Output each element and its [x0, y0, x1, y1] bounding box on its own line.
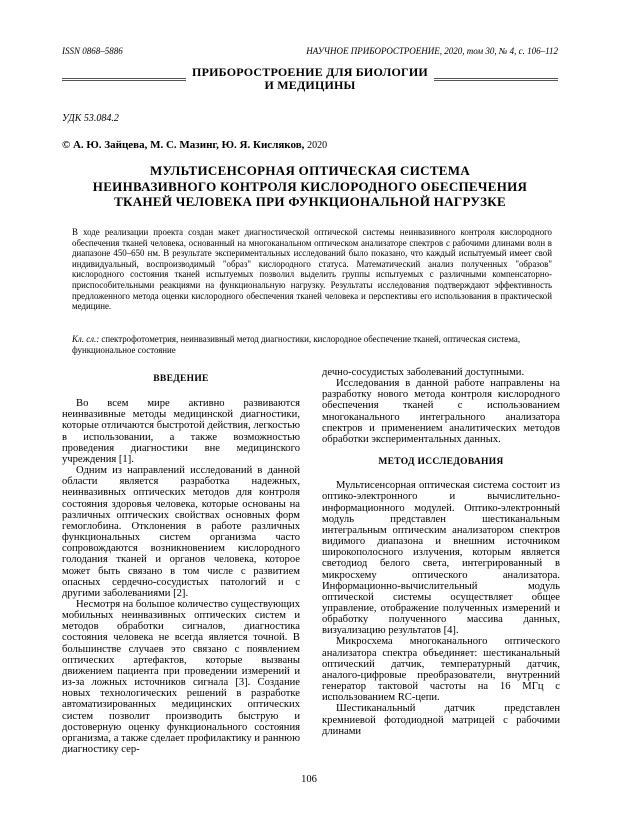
journal-issn: ISSN 0868–5886	[62, 46, 123, 56]
copyright-year: 2020	[307, 140, 328, 151]
method-paragraph-2: Микросхема многоканального оптического анализатора спектра объединяет: шестиканальный оптический датчик, температурный датчик, аналого-цифровые преобразователи, внутренний генератор тактовой частоты на 16 МГц с использованием RC-цепи.	[322, 636, 560, 704]
page-number: 106	[301, 774, 317, 785]
section-title	[186, 66, 434, 92]
section-title-line1: ПРИБОРОСТРОЕНИЕ ДЛЯ БИОЛОГИИ	[192, 65, 428, 79]
journal-citation: НАУЧНОЕ ПРИБОРОСТРОЕНИЕ, 2020, том 30, № 4, c. 106–112	[306, 46, 558, 56]
paper-title	[62, 163, 558, 210]
authors-line	[62, 139, 327, 151]
keywords	[72, 334, 552, 355]
intro-heading: ВВЕДЕНИЕ	[153, 374, 209, 384]
author-names: А. Ю. Зайцева, М. С. Мазинг, Ю. Я. Кисляков,	[72, 139, 305, 151]
section-heading	[62, 66, 558, 92]
intro-paragraph-3: Несмотря на большое количество существующих мобильных неинвазивных оптических систем и методов обработки сигналов, диагностика состояния человека не всегда является точной. В большинстве случаев это связано с появлением оптических артефактов, которые вызваны движением пациента при проведении измерений и из-за ложных источников сигнала [3]. Создание новых технологических решений в разработке автоматизированных медицинских оптических систем позволит производить быструю и достоверную оценку функционального состояния организма, а также сделает профилактику и раннюю диагностику сер-	[62, 598, 300, 755]
paper-title-line1: МУЛЬТИСЕНСОРНАЯ ОПТИЧЕСКАЯ СИСТЕМА	[149, 163, 471, 178]
intro-paragraph-1: Во всем мире активно развиваются неинвазивные методы медицинской диагностики, которые отличаются быстротой действия, легкостью в использовании, а также возможностью проведения диагностики вне медицинского учреждения [1].	[62, 398, 300, 465]
method-paragraph-3: Шестиканальный датчик представлен кремниевой фотодиодной матрицей с рабочими длинами	[322, 703, 560, 737]
method-paragraph-1: Мультисенсорная оптическая система состоит из оптико-электронного и вычислительно-информационного модулей. Оптико-электронный модуль представлен шестиканальным интегральным оптическим анализатором спектров видимого диапазона и внешним источником широкополосного излучения, которым является светодиод белого света, интегрированный в микросхему оптического анализатора. Информационно-вычислительный модуль оптической системы осуществляет общее управление, отображение полученных измерений и обработку полученного массива данных, визуализацию результатов [4].	[322, 480, 560, 637]
column-left	[62, 374, 300, 755]
keywords-text: спектрофотометрия, неинвазивный метод диагностики, кислородное обеспечение тканей, оптическая система, функциональное состояние	[72, 334, 521, 355]
section-rule-left	[62, 78, 186, 81]
method-heading: МЕТОД ИССЛЕДОВАНИЯ	[378, 457, 504, 468]
intro-paragraph-4: Исследования в данной работе направлены на разработку нового метода контроля кислородного обеспечения тканей с использованием многоканального интегрального анализатора спектров и применением аналитических методов обработки экспериментальных данных.	[322, 378, 560, 445]
abstract: В ходе реализации проекта создан макет диагностической оптической системы неинвазивного контроля кислородного обеспечения тканей человека, основанный на многоканальном оптическом анализаторе спектров с рабочими длинами волн в диапазоне 450–650 нм. В результате экспериментальных исследований было показано, что каждый испытуемый имеет свой индивидуальный, воспроизводимый "образ" кислородного статуса. Математический анализ полученных "образов" кислородного состояния тканей испытуемых позволил выделить группы испытуемых с различными компенсаторно-приспособительными реакциями на функциональную нагрузку. Результаты исследования подтверждают эффективность предложенного метода оценки кислородного обеспечения тканей человека и перспективы его использования в практической медицине.	[72, 227, 552, 312]
paper-title-line2: НЕИНВАЗИВНОГО КОНТРОЛЯ КИСЛОРОДНОГО ОБЕСПЕЧЕНИЯ	[92, 178, 528, 194]
udk-code: УДК 53.084.2	[62, 113, 119, 124]
intro-paragraph-3-continued: дечно-сосудистых заболеваний доступными.	[322, 367, 525, 378]
paper-title-line3: ТКАНЕЙ ЧЕЛОВЕКА ПРИ ФУНКЦИОНАЛЬНОЙ НАГРУЗКЕ	[114, 194, 506, 209]
intro-paragraph-2: Одним из направлений исследований в данной области является разработка надежных, неинвазивных оптических методов для контроля состояния здоровья человека, которые основаны на различных оптических свойствах основных форм гемоглобина. Отклонения в работе различных функциональных систем организма часто сопровождаются возникновением кислородного голодания тканей и органов человека, которое может быть связано в том числе с развитием опасных сердечно-сосудистых патологий и с другими заболеваниями [2].	[62, 465, 300, 599]
section-rule-right	[434, 78, 558, 81]
copyright-icon: ©	[62, 139, 71, 151]
column-right	[322, 367, 560, 737]
keywords-label: Кл. сл.:	[72, 334, 100, 344]
section-title-line2: И МЕДИЦИНЫ	[264, 78, 356, 92]
